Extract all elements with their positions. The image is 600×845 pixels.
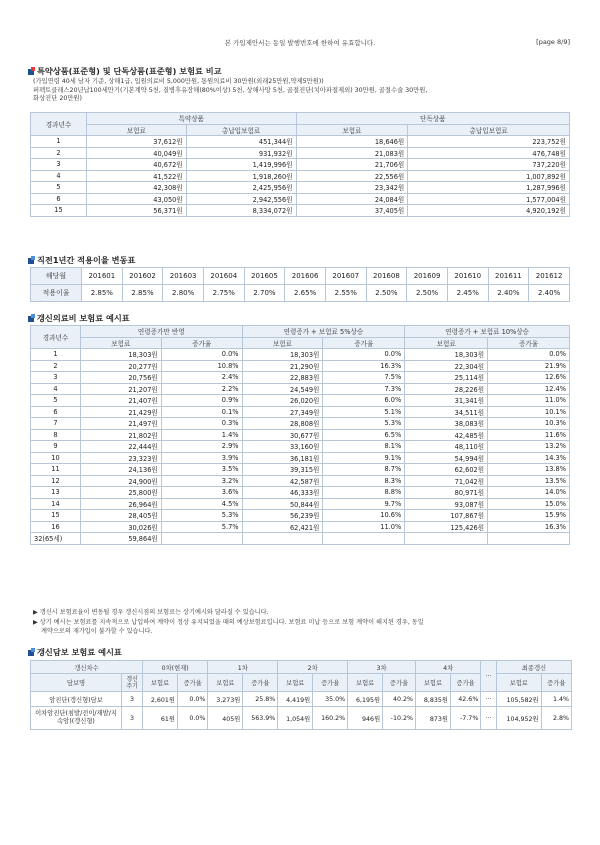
- table-cell: 22,883원: [242, 372, 323, 384]
- table-row: [31, 395, 570, 407]
- table-cell: 3: [31, 159, 87, 171]
- table-cell: 1,918,260원: [186, 170, 296, 182]
- table-row: [31, 441, 570, 453]
- table-cell: 0.1%: [161, 406, 242, 418]
- table-cell: 5.3%: [323, 418, 405, 430]
- table-cell: 5: [31, 395, 81, 407]
- table-cell: 405원: [208, 707, 243, 730]
- table-cell: 38,083원: [405, 418, 488, 430]
- table-cell: 23,342원: [296, 182, 408, 194]
- rate-cell: 2.45%: [447, 285, 488, 302]
- header-increase-rate: 증가율: [383, 674, 416, 692]
- table-cell: 25,800원: [80, 487, 161, 499]
- header-renewal-cycle: 갱신주기: [122, 674, 143, 692]
- table-cell: 11: [31, 464, 81, 476]
- table-cell: 2.4%: [161, 372, 242, 384]
- table-cell: 13.8%: [488, 464, 570, 476]
- table-cell: 2.9%: [161, 441, 242, 453]
- table-cell: 42,587원: [242, 475, 323, 487]
- table-cell: 946원: [348, 707, 383, 730]
- table-cell: 6: [31, 406, 81, 418]
- table-cell: -7.7%: [450, 707, 480, 730]
- table-cell: 20,756원: [80, 372, 161, 384]
- table-cell: 21,083원: [296, 147, 408, 159]
- table-cell: 12: [31, 475, 81, 487]
- empty-cell: [323, 533, 405, 545]
- table-cell: 28,226원: [405, 383, 488, 395]
- table-cell: 107,867원: [405, 510, 488, 522]
- header-premium: 보험료: [415, 674, 450, 692]
- table-row: [31, 383, 570, 395]
- month-cell: 201604: [203, 268, 244, 285]
- header-increase-rate: 증가율: [313, 674, 348, 692]
- table-cell: 7: [31, 418, 81, 430]
- header-round-1: 1차: [208, 661, 278, 674]
- table-cell: 15: [31, 205, 87, 217]
- table-cell: 1: [31, 136, 87, 148]
- row-label-rate: 적용이율: [31, 285, 82, 302]
- month-cell: 201610: [447, 268, 488, 285]
- table-cell: 1,287,996원: [408, 182, 570, 194]
- section-title-rate-history: 직전1년간 적용이율 변동표: [28, 255, 135, 266]
- table-cell: 5.7%: [161, 521, 242, 533]
- table-cell: 42.6%: [450, 692, 480, 707]
- section-bullet-icon: [28, 258, 34, 264]
- header-renewal-count: 갱신차수: [31, 661, 143, 674]
- table-row: [31, 182, 570, 194]
- table-cell: 42,308원: [86, 182, 186, 194]
- table-cell: 40.2%: [383, 692, 416, 707]
- table-cell: 31,341원: [405, 395, 488, 407]
- table-cell: 873원: [415, 707, 450, 730]
- section-bullet-icon: [28, 69, 34, 75]
- table-cell: 14.0%: [488, 487, 570, 499]
- table-cell: 42,485원: [405, 429, 488, 441]
- table-cell: 18,303원: [405, 349, 488, 361]
- table-cell: 32(65세): [31, 533, 81, 545]
- table-cell: 12.4%: [488, 383, 570, 395]
- header-final-renewal: 최종갱신: [496, 661, 571, 674]
- rate-cell: 2.75%: [203, 285, 244, 302]
- header-increase-rate: 증가율: [243, 674, 278, 692]
- header-rider-product: 특약상품: [86, 113, 296, 125]
- table-cell: 24,136원: [80, 464, 161, 476]
- header-increase-rate: 증가율: [488, 337, 570, 349]
- month-cell: 201602: [122, 268, 163, 285]
- table-cell: 21,290원: [242, 360, 323, 372]
- table-cell: 10: [31, 452, 81, 464]
- table-cell: 22,556원: [296, 170, 408, 182]
- section-title-renewal-medical: 갱신의료비 보험료 예시표: [28, 313, 130, 324]
- header-increase-rate: 증가율: [178, 674, 208, 692]
- table-cell: 34,511원: [405, 406, 488, 418]
- empty-cell: [161, 533, 242, 545]
- table-row: [31, 498, 570, 510]
- table-cell: 24,900원: [80, 475, 161, 487]
- table-cell: 476,748원: [408, 147, 570, 159]
- table-cell: 160.2%: [313, 707, 348, 730]
- table-cell: 62,602원: [405, 464, 488, 476]
- table-cell: 4: [31, 170, 87, 182]
- table-cell: 21,706원: [296, 159, 408, 171]
- header-premium: 보험료: [143, 674, 178, 692]
- header-premium: 보험료: [86, 124, 186, 136]
- table-row: [31, 533, 570, 545]
- table-cell: 9.1%: [323, 452, 405, 464]
- section-bullet-icon: [28, 650, 34, 656]
- month-cell: 201603: [163, 268, 204, 285]
- table-cell: 14: [31, 498, 81, 510]
- rate-history-table: [30, 267, 570, 302]
- month-cell: 201607: [325, 268, 366, 285]
- table-cell: 6.0%: [323, 395, 405, 407]
- table-cell: 3.9%: [161, 452, 242, 464]
- table-cell: 40,672원: [86, 159, 186, 171]
- table-cell: 2: [31, 147, 87, 159]
- table-cell: 62,421원: [242, 521, 323, 533]
- header-standalone-product: 단독상품: [296, 113, 569, 125]
- header-premium: 보험료: [296, 124, 408, 136]
- table-cell: 0.3%: [161, 418, 242, 430]
- table-cell: 16.3%: [488, 521, 570, 533]
- table-cell: 2,942,556원: [186, 193, 296, 205]
- month-cell: 201601: [82, 268, 123, 285]
- table-cell: 11.6%: [488, 429, 570, 441]
- header-ellipsis: ···: [481, 661, 497, 692]
- table-cell: 43,050원: [86, 193, 186, 205]
- table-cell: 21,207원: [80, 383, 161, 395]
- table-cell: 5: [31, 182, 87, 194]
- table-cell: 1,054원: [278, 707, 313, 730]
- rate-cell: 2.55%: [325, 285, 366, 302]
- rate-cell: 2.65%: [285, 285, 326, 302]
- section-bullet-icon: [28, 316, 34, 322]
- table-cell: 59,864원: [80, 533, 161, 545]
- table-cell: 2.8%: [541, 707, 571, 730]
- table-cell: 39,315원: [242, 464, 323, 476]
- table-row: [31, 170, 570, 182]
- table-cell: 10.6%: [323, 510, 405, 522]
- table-cell: 11.0%: [323, 521, 405, 533]
- renewal-coverage-table: [30, 660, 572, 730]
- header-round-0: 0차(현재): [143, 661, 208, 674]
- table-cell: 8.8%: [323, 487, 405, 499]
- table-row: [31, 464, 570, 476]
- table-cell: 11.0%: [488, 395, 570, 407]
- empty-cell: [242, 533, 323, 545]
- table-cell: 21,802원: [80, 429, 161, 441]
- renewal-medical-table: [30, 325, 570, 545]
- table-cell: 26,964원: [80, 498, 161, 510]
- table-cell: 8.3%: [323, 475, 405, 487]
- table-cell: 15: [31, 510, 81, 522]
- table-cell: 26,020원: [242, 395, 323, 407]
- table-cell: 2: [31, 360, 81, 372]
- section-title-premium-comparison: 특약상품(표준형) 및 단독상품(표준형) 보험료 비교: [28, 66, 222, 77]
- table-cell: 931,932원: [186, 147, 296, 159]
- premium-comparison-conditions: (가입연령 40세 남자 기준, 상해1급, 입원의료비 5,000만원, 통원의료비 30만원(외래25만원,약제5만원)) 퍼펙트클래스20년납100세만기(기본계약 5천, 질병후유장해(80%이상) 5천, 상해사망 5천, 골절진단(치아파절제외) 30만원, 골절수술 30만원, 화상진단 20만원): [33, 78, 428, 103]
- coverage-name: 암진단(갱신형)담보: [31, 692, 122, 707]
- table-cell: 2,425,956원: [186, 182, 296, 194]
- table-cell: 27,349원: [242, 406, 323, 418]
- header-premium: 보험료: [405, 337, 488, 349]
- table-cell: 61원: [143, 707, 178, 730]
- table-cell: 15.0%: [488, 498, 570, 510]
- month-cell: 201611: [488, 268, 529, 285]
- table-cell: 36,181원: [242, 452, 323, 464]
- header-premium: 보험료: [208, 674, 243, 692]
- rate-cell: 2.40%: [529, 285, 570, 302]
- table-row: [31, 159, 570, 171]
- table-row: [31, 487, 570, 499]
- table-cell: 0.0%: [161, 349, 242, 361]
- coverage-name: 이차암진단(침발/전이/재발/지속암)(갱신형): [31, 707, 122, 730]
- table-row: [31, 521, 570, 533]
- renewal-cycle: 3: [122, 692, 143, 707]
- table-row: [31, 510, 570, 522]
- table-cell: 1,007,892원: [408, 170, 570, 182]
- rate-cell: 2.70%: [244, 285, 285, 302]
- table-cell: 0.0%: [178, 692, 208, 707]
- table-cell: 22,444원: [80, 441, 161, 453]
- rate-cell: 2.40%: [488, 285, 529, 302]
- table-cell: 21,407원: [80, 395, 161, 407]
- rate-cell: 2.50%: [366, 285, 407, 302]
- table-cell: 41,522원: [86, 170, 186, 182]
- table-cell: 8.7%: [323, 464, 405, 476]
- table-row: [31, 418, 570, 430]
- table-cell: 0.0%: [178, 707, 208, 730]
- table-cell: 223,752원: [408, 136, 570, 148]
- renewal-notes: ▶ 갱신시 보험료율이 변동될 경우 갱신시점의 보험료는 상기예시와 달라질 수 있습니다. ▶ 상기 예시는 보험료를 지속적으로 납입하여 계약이 정상 유지되었을 때의 예상보험료입니다. 보험료 미납 등으로 보험 계약이 해지된 경우, 동일 계약으로의 재가입이 불가할 수 있습니다.: [33, 609, 424, 635]
- table-row: [31, 707, 572, 730]
- table-cell: 1.4%: [161, 429, 242, 441]
- table-cell: 6,195원: [348, 692, 383, 707]
- table-cell: 2.2%: [161, 383, 242, 395]
- table-cell: 4,920,192원: [408, 205, 570, 217]
- empty-cell: [488, 533, 570, 545]
- table-cell: 4,419원: [278, 692, 313, 707]
- table-cell: 8.1%: [323, 441, 405, 453]
- header-premium: 보험료: [348, 674, 383, 692]
- table-cell: 22,304원: [405, 360, 488, 372]
- table-cell: 104,952원: [496, 707, 541, 730]
- table-cell: 563.9%: [243, 707, 278, 730]
- table-cell: 0.0%: [323, 349, 405, 361]
- table-cell: 3,273원: [208, 692, 243, 707]
- table-cell: 8,334,072원: [186, 205, 296, 217]
- month-cell: 201609: [407, 268, 448, 285]
- ellipsis-cell: ···: [481, 707, 497, 730]
- table-cell: 37,405원: [296, 205, 408, 217]
- table-cell: 6: [31, 193, 87, 205]
- header-premium: 보험료: [80, 337, 161, 349]
- table-cell: 15.9%: [488, 510, 570, 522]
- table-cell: 35.0%: [313, 692, 348, 707]
- table-cell: 46,333원: [242, 487, 323, 499]
- premium-comparison-table: [30, 112, 570, 217]
- table-row: [31, 193, 570, 205]
- table-cell: 28,405원: [80, 510, 161, 522]
- table-cell: 21,497원: [80, 418, 161, 430]
- table-cell: 18,303원: [242, 349, 323, 361]
- header-total-paid: 총납입보험료: [408, 124, 570, 136]
- table-cell: 0.9%: [161, 395, 242, 407]
- table-cell: 18,646원: [296, 136, 408, 148]
- month-cell: 201612: [529, 268, 570, 285]
- table-cell: 451,344원: [186, 136, 296, 148]
- empty-cell: [405, 533, 488, 545]
- table-cell: 10.8%: [161, 360, 242, 372]
- section-title-renewal-coverage: 갱신담보 보험료 예시표: [28, 647, 122, 658]
- ellipsis-cell: ···: [481, 692, 497, 707]
- table-row: [31, 372, 570, 384]
- header-increase-rate: 증가율: [323, 337, 405, 349]
- table-cell: 3.5%: [161, 464, 242, 476]
- table-cell: 105,582원: [496, 692, 541, 707]
- table-cell: 8,835원: [415, 692, 450, 707]
- table-cell: 48,110원: [405, 441, 488, 453]
- table-cell: 10.1%: [488, 406, 570, 418]
- table-row: [31, 452, 570, 464]
- table-cell: 16.3%: [323, 360, 405, 372]
- table-row: [31, 429, 570, 441]
- header-coverage-name: 담보명: [31, 674, 122, 692]
- header-total-paid: 총납입보험료: [186, 124, 296, 136]
- header-premium: 보험료: [496, 674, 541, 692]
- page-number: [page 8/9]: [536, 38, 570, 46]
- header-age-plus-10pct: 연령증가 + 보험료 10%상승: [405, 326, 570, 338]
- table-cell: 13.5%: [488, 475, 570, 487]
- table-cell: 30,677원: [242, 429, 323, 441]
- table-cell: 71,042원: [405, 475, 488, 487]
- table-cell: 25.8%: [243, 692, 278, 707]
- table-cell: 1: [31, 349, 81, 361]
- rate-cell: 2.80%: [163, 285, 204, 302]
- table-cell: 13.2%: [488, 441, 570, 453]
- table-cell: 7.3%: [323, 383, 405, 395]
- table-row: [31, 147, 570, 159]
- table-cell: 4: [31, 383, 81, 395]
- table-cell: 13: [31, 487, 81, 499]
- table-cell: 4.5%: [161, 498, 242, 510]
- table-row: [31, 136, 570, 148]
- validity-notice: 본 가입제안서는 동일 발행번호에 한하여 유효합니다.: [224, 39, 376, 47]
- table-cell: 24,084원: [296, 193, 408, 205]
- table-cell: 125,426원: [405, 521, 488, 533]
- table-cell: 1.4%: [541, 692, 571, 707]
- table-cell: 21.9%: [488, 360, 570, 372]
- header-premium: 보험료: [278, 674, 313, 692]
- table-row: [31, 205, 570, 217]
- header-increase-rate: 증가율: [161, 337, 242, 349]
- table-row: [31, 475, 570, 487]
- table-cell: 54,994원: [405, 452, 488, 464]
- table-cell: 50,844원: [242, 498, 323, 510]
- month-cell: 201606: [285, 268, 326, 285]
- table-cell: 2,601원: [143, 692, 178, 707]
- table-cell: 16: [31, 521, 81, 533]
- header-premium: 보험료: [242, 337, 323, 349]
- table-cell: 56,239원: [242, 510, 323, 522]
- header-round-4: 4차: [415, 661, 480, 674]
- table-cell: 23,323원: [80, 452, 161, 464]
- renewal-cycle: 3: [122, 707, 143, 730]
- table-cell: 20,277원: [80, 360, 161, 372]
- table-row: [31, 360, 570, 372]
- table-cell: 7.5%: [323, 372, 405, 384]
- table-cell: -10.2%: [383, 707, 416, 730]
- table-cell: 5.1%: [323, 406, 405, 418]
- table-cell: 40,049원: [86, 147, 186, 159]
- table-cell: 5.3%: [161, 510, 242, 522]
- table-cell: 25,114원: [405, 372, 488, 384]
- table-cell: 0.0%: [488, 349, 570, 361]
- table-row: [31, 349, 570, 361]
- table-cell: 21,429원: [80, 406, 161, 418]
- header-increase-rate: 증가율: [541, 674, 571, 692]
- table-cell: 1,577,004원: [408, 193, 570, 205]
- table-cell: 3.6%: [161, 487, 242, 499]
- table-cell: 3: [31, 372, 81, 384]
- rate-cell: 2.85%: [122, 285, 163, 302]
- table-row: [31, 692, 572, 707]
- header-round-3: 3차: [348, 661, 416, 674]
- row-label-month: 해당월: [31, 268, 82, 285]
- table-row: [31, 406, 570, 418]
- table-cell: 9: [31, 441, 81, 453]
- month-cell: 201608: [366, 268, 407, 285]
- header-age-plus-5pct: 연령증가 + 보험료 5%상승: [242, 326, 405, 338]
- table-cell: 24,549원: [242, 383, 323, 395]
- table-cell: 12.6%: [488, 372, 570, 384]
- table-cell: 37,612원: [86, 136, 186, 148]
- table-cell: 93,087원: [405, 498, 488, 510]
- table-cell: 80,971원: [405, 487, 488, 499]
- table-cell: 737,220원: [408, 159, 570, 171]
- table-cell: 56,371원: [86, 205, 186, 217]
- table-cell: 30,026원: [80, 521, 161, 533]
- rate-cell: 2.50%: [407, 285, 448, 302]
- header-increase-rate: 증가율: [450, 674, 480, 692]
- table-cell: 3.2%: [161, 475, 242, 487]
- header-age-only: 연령증가만 반영: [80, 326, 242, 338]
- table-cell: 18,303원: [80, 349, 161, 361]
- table-cell: 9.7%: [323, 498, 405, 510]
- table-cell: 6.5%: [323, 429, 405, 441]
- rate-cell: 2.85%: [82, 285, 123, 302]
- table-cell: 33,160원: [242, 441, 323, 453]
- table-cell: 14.3%: [488, 452, 570, 464]
- table-cell: 28,808원: [242, 418, 323, 430]
- header-years: 경과년수: [31, 326, 81, 349]
- header-years: 경과년수: [31, 113, 87, 136]
- header-round-2: 2차: [278, 661, 348, 674]
- table-cell: 1,419,996원: [186, 159, 296, 171]
- table-cell: 10.3%: [488, 418, 570, 430]
- month-cell: 201605: [244, 268, 285, 285]
- table-cell: 8: [31, 429, 81, 441]
